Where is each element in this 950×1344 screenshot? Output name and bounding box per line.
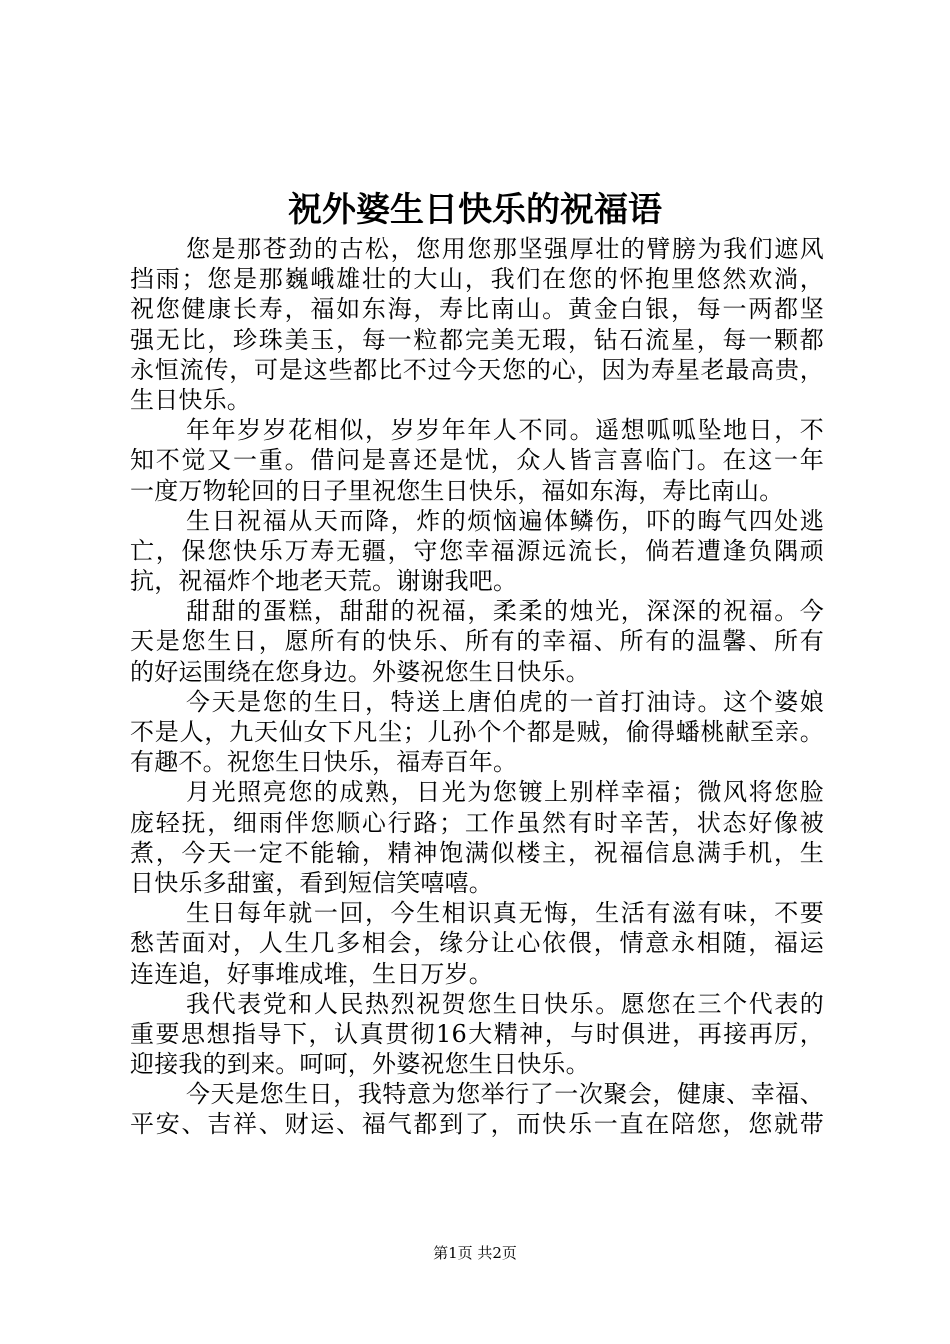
text-line: 有趣不。祝您生日快乐，福寿百年。: [130, 748, 518, 777]
text-line: 亡，保您快乐万寿无疆，守您幸福源远流长，倘若遭逢负隅顽: [130, 536, 824, 565]
text-line: 生日快乐。: [130, 385, 251, 414]
text-line: 您是那苍劲的古松，您用您那坚强厚壮的臂膀为我们遮风: [186, 235, 824, 263]
document-title: 祝外婆生日快乐的祝福语: [288, 190, 662, 230]
text-line: 挡雨；您是那巍峨雄壮的大山，我们在您的怀抱里悠然欢淌，: [130, 265, 824, 294]
text-line: 知不觉又一重。借问是喜还是忧，众人皆言喜临门。在这一年: [130, 446, 824, 475]
text-line: 甜甜的蛋糕，甜甜的祝福，柔柔的烛光，深深的祝福。今: [186, 597, 824, 626]
text-line: 天是您生日，愿所有的快乐、所有的幸福、所有的温馨、所有: [130, 627, 824, 656]
text-line: 不是人，九天仙女下凡尘；儿孙个个都是贼，偷得蟠桃献至亲。: [130, 718, 824, 746]
text-line: 强无比，珍珠美玉，每一粒都完美无瑕，钻石流星，每一颗都: [130, 325, 824, 354]
page-footer: 第1页 共2页: [433, 1244, 517, 1262]
text-line: 年年岁岁花相似，岁岁年年人不同。遥想呱呱坠地日，不: [186, 416, 824, 445]
text-line: 月光照亮您的成熟，日光为您镀上别样幸福；微风将您脸: [186, 778, 824, 807]
text-line: 平安、吉祥、财运、福气都到了，而快乐一直在陪您，您就带: [130, 1110, 824, 1139]
text-line: 永恒流传，可是这些都比不过今天您的心，因为寿星老最高贵，: [130, 355, 824, 384]
text-line: 我代表党和人民热烈祝贺您生日快乐。愿您在三个代表的: [186, 989, 824, 1018]
text-line: 今天是您的生日，特送上唐伯虎的一首打油诗。这个婆娘: [186, 687, 824, 716]
text-line: 一度万物轮回的日子里祝您生日快乐，福如东海，寿比南山。: [130, 476, 784, 505]
text-line: 重要思想指导下，认真贯彻16大精神，与时俱进，再接再厉，: [130, 1019, 824, 1048]
text-line: 生日祝福从天而降，炸的烦恼遍体鳞伤，吓的晦气四处逃: [186, 506, 824, 535]
text-line: 祝您健康长寿，福如东海，寿比南山。黄金白银，每一两都坚: [130, 295, 824, 324]
text-line: 抗，祝福炸个地老天荒。谢谢我吧。: [130, 567, 518, 596]
text-line: 庞轻抚，细雨伴您顺心行路；工作虽然有时辛苦，状态好像被: [130, 808, 824, 837]
text-line: 愁苦面对，人生几多相会，缘分让心依偎，情意永相随，福运: [130, 929, 824, 958]
text-line: 煮，今天一定不能输，精神饱满似楼主，祝福信息满手机，生: [130, 838, 824, 867]
text-line: 生日每年就一回，今生相识真无悔，生活有滋有味，不要: [186, 899, 824, 928]
text-line: 连连追，好事堆成堆，生日万岁。: [130, 959, 493, 988]
text-line: 迎接我的到来。呵呵，外婆祝您生日快乐。: [130, 1050, 590, 1079]
text-line: 日快乐多甜蜜，看到短信笑嘻嘻。: [130, 868, 493, 897]
text-line: 的好运围绕在您身边。外婆祝您生日快乐。: [130, 657, 590, 686]
document-body: [130, 234, 824, 1140]
text-line: 今天是您生日，我特意为您举行了一次聚会，健康、幸福、: [186, 1080, 824, 1109]
